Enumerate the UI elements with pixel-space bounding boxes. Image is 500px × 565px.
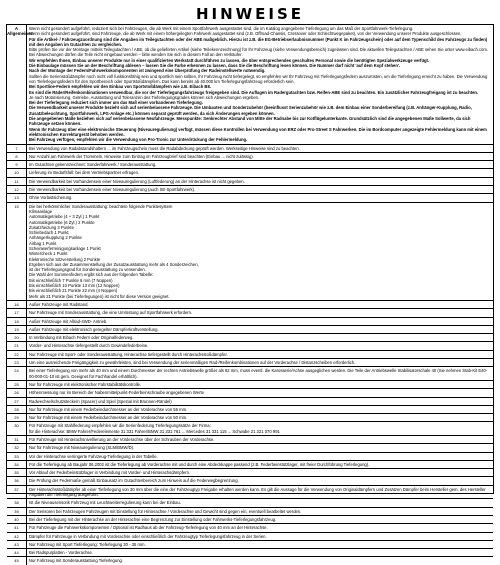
note-number: 10 — [7, 169, 27, 176]
note-line: Wenn Ihr Fahrzeug über eine elektronische Steuerung (Niveauregulierung) verfügt, müssen diese Kontrollen bei Verwendung von ERZ oder Pro-Street S Fahrwerken. Die im Bordcomputer angezeigte Fehlermeldung kann mit einem elektronischen Korrekturgerät behoben werden. — [29, 126, 487, 137]
note-line: Ergeben sich aus der Zusammenstellung der Zusatzausstattung mehr als 4 Sonderzeichen, — [29, 261, 199, 267]
note-line: Mehr als 21 Punkte (bei Tieferlegungen) ist nicht für diese Version geeignet. — [29, 293, 170, 299]
note-line: Bei der Tieferlegung mit der Hinterachse an der Hinterachse eine Begrenzung zur Einstellung oder Fahrwerks-Tieferlegungsfahrzeug. — [29, 516, 277, 522]
note-text — [27, 194, 493, 201]
note-text — [27, 524, 493, 531]
note-row — [7, 152, 493, 160]
note-line: Anhängerkupplung 2 Punkte — [29, 235, 82, 241]
note-text — [27, 301, 493, 308]
note-text — [27, 549, 493, 556]
note-number: 18 — [7, 318, 27, 325]
note-number: 29 — [7, 414, 27, 421]
note-number: 41 — [7, 524, 27, 531]
note-row — [7, 341, 493, 349]
note-line: Nur Fahrzeuge mit Sonderausstattung, die eine Umrüstung auf Sportfahrwerk erfordern. — [29, 310, 193, 316]
note-number: 23 — [7, 359, 27, 366]
note-number: 8 — [7, 153, 27, 160]
note-text — [27, 508, 493, 515]
note-row — [7, 443, 493, 451]
note-row — [7, 452, 493, 460]
note-number: 21 — [7, 342, 27, 349]
note-line: Ohne Vorlastsicherung. — [29, 195, 73, 201]
note-text — [27, 541, 493, 548]
note-row — [7, 485, 493, 499]
note-text — [27, 334, 493, 341]
note-text — [27, 389, 493, 396]
note-text — [27, 359, 493, 366]
note-line: Im Gutachten gekennzeichnet: Sonderfahrwerk / Sonderausstattung. — [29, 162, 157, 168]
note-row — [7, 160, 493, 168]
note-line: Nur für Fahrzeuge mit einem Federbeindurchmesser an der Vorderachse von 55 mm. — [29, 406, 188, 412]
note-row — [7, 413, 493, 421]
note-line: Der Sensoren bei Fahrzeugen Fahrzeugen mit Einstellung für Hinterachse / Vorderachse und Gewicht sind gegen ein, eventuell bearbeitet werden. — [29, 508, 302, 514]
note-text — [27, 477, 493, 484]
note-text — [27, 453, 493, 460]
note-number: 40 — [7, 516, 27, 523]
note-row — [7, 468, 493, 476]
note-number: 19 — [7, 326, 27, 333]
note-line: Klimaanlage — [29, 208, 53, 214]
note-text — [27, 318, 493, 325]
note-number: 42 — [7, 533, 27, 540]
note-line: Außer Fahrzeuge mit Allrad-4WD- Antrieb. — [29, 318, 108, 324]
note-line: Der Hinterachsstoßdämpfer ab einer Tieferlegung von 30 mm über die eine der Fahrzeugtyp Freigabe erhalten werden kann. Es gilt die Aussage für die Verwendung von Originaldämpfern und Zusätzen Dämpfer beim Hersteller gem. des Hersteller Angaben die Tieferlegung ausgeführt. — [29, 486, 486, 498]
note-line: Wenn nicht gesondert aufgeführt, reduziert sich bei Fahrzeugen, die ab Werk mit einem Sportfahrwerk ausgestattet sind, die im Katalog angegebene Tieferlegung um das Maß der Sportfahrwerk-Tieferlegung. — [29, 26, 414, 31]
note-line: Wenn nicht gesondert aufgeführt, sind Fahrzeuge, die ab Werk mit einem höhergelegten Fahrwerk ausgestattet sind (z.B. Offroad-Chassis, Crossover oder Schlechtwegepaket), von der Verwendung unserer Produkte ausgeschlossen. — [29, 31, 462, 37]
note-line: Um eine ausreichende Freigängigkeit zu gewährleisten, sind bei Verwendung der serienmäßigen Rad-/Reifenkombinationen auf der Vorderachse / Distanzscheiben erforderlich. — [29, 360, 356, 366]
note-number: 26 — [7, 389, 27, 396]
note-line: Für Fahrzeuge die Fahrwerkskomponenten / Optional ist Radhaus ab der Fahrzeug-Tieferlegung von 40 mm an der Hinterachse. — [29, 525, 268, 531]
note-number: 24 — [7, 367, 27, 380]
note-number: 15 — [7, 203, 27, 300]
note-line: In Verbindung mit Eibach Federn oder Originalfederweg. — [29, 335, 134, 341]
note-line: Wintercheck 1 Punkt — [29, 251, 68, 257]
note-text — [27, 486, 493, 499]
note-line: Die Verwendbarkeit unserer Produkte bezieht sich auf serienbelassene Fahrzeuge. Die Umbauten und Sonderzubehör (beeinflusst Serienzubehör wie z.B. dem Einbau einer Sonderbereifung (z.B. Anhänger-Kupplung, Radio, Zusatzbeleuchtung, Sportfahrwerk, LPG-Anlage etc.) können separat geprüft werden, da sich Änderungen ergeben können. — [29, 105, 472, 116]
note-line: Schiebedach 1 Punkt — [29, 230, 69, 236]
note-row — [7, 548, 493, 556]
note-line: Bis einschließlich 10 Punkte 13 mm (12 Noppen) — [29, 283, 120, 289]
note-text — [27, 461, 493, 468]
note-row — [7, 523, 493, 531]
note-number: 25 — [7, 381, 27, 388]
note-row — [7, 185, 493, 193]
note-line: Für Fahrzeuge mit Hinterachsnivellierung an der Vorderachse über der Schrauben der Vorderachse. — [29, 437, 215, 442]
note-row — [7, 476, 493, 484]
note-text — [27, 186, 493, 193]
note-line: Nur Fahrzeuge mit Sport- oder Sonderausstattung, Hinterachse tiefergestellt durch Hinterachsstoßdämpfer. — [29, 351, 228, 357]
note-number: A Allgemeines — [7, 25, 27, 144]
note-number: 33 — [7, 453, 27, 460]
note-line: Nur Fahrzeug mit Sonderausstattung Tieferlegung. — [29, 558, 124, 564]
note-line: Bei Verwendung von Radabstandshaltern ... im Fahrzeugschein muss die Radabdeckung geprüft werden. Werkseitige Hinweise sind zu beachten. — [29, 145, 300, 151]
note-line: Radwechselschutzsteckern (Spacer) und Spiel (Spezial mit Brunnen-Rändel) — [29, 398, 172, 404]
note-number: 39 — [7, 508, 27, 515]
note-row — [7, 308, 493, 316]
note-number: 43 — [7, 541, 27, 548]
note-line: Vorder- und Hinterachse tiefergestellt durch Gewindefederbeine. — [29, 343, 149, 349]
note-line: Die Wahl der Summenfedern ergibt sich aus der folgenden Tabelle: — [29, 272, 154, 278]
note-text — [27, 499, 493, 506]
note-line: Elektronische Sitzverstellung 2 Punkte — [29, 256, 101, 262]
note-row — [7, 380, 493, 388]
note-text — [27, 178, 493, 185]
note-line: Für die Tieferlegung ab Baujahr 06.2002 ist die Tieferlegung ab Vorderachse mit und durch eine Abdeckkappe passend (z.B. Federbeinstützlager, mit freier Durchführung Tieferlegung). — [29, 461, 370, 467]
note-line: Bei einer Tieferlegung von mehr als 40 mm und einem Durchmesser der rechten Antriebswelle größer als 82 mm, muss eventl. die Karosserie/Achse ausgeglichen werden. Die Teile der Antriebswelle Stabilisatorschale 40 (Sie nehmen Stab-Kit E40-00-000-01-10 ist gem. Geeignet für Fachhandel erhältlich). — [29, 368, 488, 379]
note-line: Bei Sportline-Federn empfehlen wir den Einbau von Sportstoßdämpfern wie z.B. Eibach B8. — [29, 84, 211, 90]
note-number: 35 — [7, 469, 27, 476]
note-number: 28 — [7, 406, 27, 413]
note-text — [27, 422, 493, 435]
note-line: Automatikgetriebe (4 + 3 Zyl.) 1 Punkt — [29, 214, 100, 220]
note-row — [7, 25, 493, 144]
note-text — [27, 444, 493, 451]
note-number: 16 — [7, 301, 27, 308]
note-row — [7, 540, 493, 548]
note-number: 32 — [7, 444, 27, 451]
note-text — [27, 533, 493, 540]
note-line: Automatikgetriebe (6 Zyl.) 2 Punkte — [29, 219, 95, 225]
note-line: Außer Fahrzeuge mit elektronisch geregelter Dämpferkraftverstellung. — [29, 326, 159, 332]
page-title: HINWEISE — [195, 5, 305, 23]
note-row — [7, 350, 493, 358]
note-row — [7, 507, 493, 515]
note-text — [27, 516, 493, 523]
note-row — [7, 405, 493, 413]
note-line: Nur für Fahrzeuge mit elektronischer Fahrstabilitätskontrolle. — [29, 381, 142, 387]
note-row — [7, 388, 493, 396]
note-text — [27, 161, 493, 168]
note-row — [7, 421, 493, 435]
note-row — [7, 460, 493, 468]
note-number: 12 — [7, 186, 27, 193]
note-line: Vor der Hinterachse verringerte Fahrzeug-Tieferlegung in der Tabelle. — [29, 453, 158, 459]
note-text — [27, 309, 493, 316]
note-line: Außer Fahrzeuge mit Radstand. — [29, 301, 89, 307]
note-line: Dämpfer für Fahrzeuge in Verbindung mit Vorderachse oder einschließlich der Fahrzeugtyp Tieferlegungsfahrzeug in der Serien. — [29, 533, 267, 539]
note-number: 9 — [7, 161, 27, 168]
note-number: 27 — [7, 398, 27, 405]
note-line: Bis einschließlich 21 Punkte 22 mm (4 Noppen) — [29, 288, 118, 294]
note-text — [27, 153, 493, 160]
note-number: 11 — [7, 178, 27, 185]
note-number: 22 — [7, 351, 27, 358]
note-number: 36 — [7, 477, 27, 484]
note-row — [7, 532, 493, 540]
note-text — [27, 203, 493, 300]
note-text — [27, 342, 493, 349]
note-line: Je nach Motorisierung, Getriebe, Ausstattung und Toleranzen des Tieferlegungsgrades können sich Abweichungen ergeben. — [29, 94, 260, 100]
note-line: Die Verwendbarkeit bei Vorhandensein einer Niveauregulierung (Luftfederung) an der Hinterachse ist nicht gegeben. — [29, 178, 245, 184]
note-text — [27, 414, 493, 421]
note-row — [7, 358, 493, 366]
note-line: Es sind die Räder/Reifenkombinationen verwendbar, die vor der Tieferlegungsfahrzeugs freigegeben sind. Die Auflagen im Radergutachten bzw. Reifen-ABE sind zu beachten. Ein zusätzlicher Fahrzeugfreigang ist zu beachten. — [29, 89, 479, 95]
note-text — [27, 145, 493, 152]
note-line: Nur für Fahrzeuge mit Niveauregulierung (SLM/BMW/D). — [29, 445, 135, 451]
note-line: Die Verwendbarkeit bei Vorhandensein einer Niveauregulierung (auch SE-Sportfahrwerk). — [29, 187, 196, 193]
note-line: Für Fahrzeuge mit Stahlfederung empfehlen wir die Serienfederung Tieferlegungssätze der Firma: — [29, 423, 211, 429]
note-text — [27, 436, 493, 443]
note-number: 20 — [7, 334, 27, 341]
note-line: Zusatzheizung 3 Punkte — [29, 224, 74, 230]
note-text — [27, 398, 493, 405]
note-number: 17 — [7, 309, 27, 316]
note-line: Nur Anzahl am Fahrwerk der Trommeln. Hinweise zum Eintrag im Fahrzeugbrief sind beachten (Einbau ... nicht zulässig). — [29, 153, 254, 159]
note-line: Die Einbaulage müssen Sie an der Beschriftung ablesen – lassen Sie die Farbe erkennen zu lassen, dass Sie die Beschriftung lesen können. Die Nummer darf nicht 'auf dem Kopf stehen'. — [29, 63, 401, 69]
note-row — [7, 325, 493, 333]
note-text — [27, 351, 493, 358]
note-line: Bei Radspurplatten - Vorderachse. — [29, 550, 94, 556]
note-line: Sollten die Serienstoßdämpfer noch nicht voll funktionsfähig sein und sportlich sein sollten, Ihr Fahrzeug nicht tiefergelegt, so empfehlen wir Ihr Fahrzeug mit Tieferlegungsfedern auszurüsten, um die Tieferlegung erreicht zu haben. Die Verwendung von Tieferlegungsfedern für den Sportbereich oder Sportstoßdämpfern. Das kann bereits ab 40.000 km Tieferlegungsfahrzeug erforderlich sein. — [29, 73, 488, 84]
note-line: Nach der Montage der Federn/Fahrwerkskomponenten ist zwingend eine Überprüfung der Radeinstellwerte notwendig. — [29, 68, 266, 74]
note-text — [27, 367, 493, 380]
note-row — [7, 515, 493, 523]
note-line: Bei Abweichungen dürfen die Teile nicht eingebaut werden – bitte wenden Sie sich in diesem Fall an den Verkäufer. — [29, 52, 243, 58]
note-line: Die angegebenen Maße beziehen sich auf serienbelassene Neufahrzeuge. Messpunkte: Senkrechter Abstand von Mitte der Radnabe bis zur Kotflügelunterkante. Grundsätzlich sind die angegebenen Maße Sollwerte, da sich Fahrzeuge setzen können. — [29, 116, 471, 127]
note-number: 13 — [7, 194, 27, 201]
note-line: Nur Fahrzeug mit Sport Tieferlegung: Tieferlegung 30 - 35 mm. — [29, 541, 146, 547]
note-text — [27, 381, 493, 388]
note-text — [27, 169, 493, 176]
note-row — [7, 333, 493, 341]
note-line: Bei der Tieferlegung reduziert sich immer um das Maß einer vorhandenen Tieferlegung. — [29, 100, 203, 106]
note-text — [27, 406, 493, 413]
note-row — [7, 435, 493, 443]
note-number: 30 — [7, 422, 27, 435]
note-text — [27, 469, 493, 476]
note-row — [7, 202, 493, 300]
note-line: Bitte prüfen Sie vor der Montage mittels Teilegutachten / ABE, ob die gelieferten Artikel (siehe Teilekennzeichnung) für Ihr Fahrzeug (siehe Verwendungsbereich) zugelassen sind. Die aktuellen Teilegutachten / ABE sehen Sie unter www.eibach.com. — [29, 47, 489, 53]
note-row — [7, 300, 493, 308]
note-line: für die Hinterachse: BMW Fahrer/Federelemente 31 331 Fahrer/BMW 31 331 761 ... Mercedes 31 331 115 ... Schwabe 21 321 070 991 — [29, 428, 280, 434]
note-row — [7, 177, 493, 185]
note-row — [7, 366, 493, 380]
note-number: 31 — [7, 436, 27, 443]
note-number: 45 — [7, 557, 27, 564]
note-line: Airbag 1 Punkt — [29, 240, 57, 246]
note-line: Wir empfehlen Ihnen, Einbau unserer Produkte nur in einer qualifizierten Werkstatt durchführen zu lassen, die über entsprechendes geschultes Personal sowie die benötigten Spezialwerkzeuge verfügt. — [29, 57, 430, 63]
note-text — [27, 326, 493, 333]
note-line: Nur für Fahrzeuge mit einem Federbeindurchmesser an der Vorderachse von 50 mm. — [29, 415, 188, 421]
note-line: Die Prüfung der Federmaße gemäß Einbausatz im Gutachtenbereich zum Hinweis auf die Federwegbegrenzung. — [29, 478, 239, 484]
note-row — [7, 397, 493, 405]
note-line: Für die Artikel- / Fahrzeugzuordnung sind die Angaben im Teilegutachten oder der ABE maßgeblich. Hierzu ist z.B. die EG-Betriebserlaubnisnummer (Punkt K im Fahrzeugschein) oder auf dem Typenschild des Fahrzeugs zu finden) mit den Angaben im Gutachten zu vergleichen. — [29, 36, 488, 47]
note-line: Höhenmessung nur im Bereich der Nabenmittelpunkt-Federbeinschraube angegebenen Werte — [29, 390, 204, 396]
note-text — [27, 25, 493, 144]
note-line: ist der Tieferlegungsgrad für Sonderausstattung zu verwenden. — [29, 267, 146, 273]
note-line: Bei Fahrzeug verfügen, empfehlen wir die Verwendung von Pro-Tronic zur Unterdrückung der Fehlermeldung. — [29, 137, 248, 143]
note-line: Scheinwerferreinigungsanlage 1 Punkt — [29, 245, 101, 251]
note-row — [7, 193, 493, 201]
note-row — [7, 144, 493, 152]
note-row — [7, 317, 493, 325]
note-text — [27, 557, 493, 564]
note-number: 34 — [7, 461, 27, 468]
note-line: Lieferung im Bedarfsfall: bei dem Vertriebspartner erfragen. — [29, 170, 140, 176]
hinweise-table — [6, 24, 494, 564]
note-number: 7 — [7, 145, 27, 152]
note-row — [7, 498, 493, 506]
note-line: Ist die Niveausensorik Fahrzeug mit Leuchtweiterregulierung kann bei der Einbau. — [29, 500, 181, 506]
note-row — [7, 556, 493, 564]
note-line: Vor Ablauf der Federbeinstützlager in Verbindung mit Vorder- und Hinterachsdämpfern. — [29, 470, 191, 476]
note-number: 38 — [7, 499, 27, 506]
note-number: 44 — [7, 549, 27, 556]
note-line: Die bei herkömmlicher Sonderausstattung: beachtete folgende Punktesystem — [29, 203, 173, 209]
note-number: 37 — [7, 486, 27, 499]
note-line: Bis einschließlich 7 Punkte 6 mm (7 Noppen) — [29, 277, 113, 283]
note-row — [7, 168, 493, 176]
